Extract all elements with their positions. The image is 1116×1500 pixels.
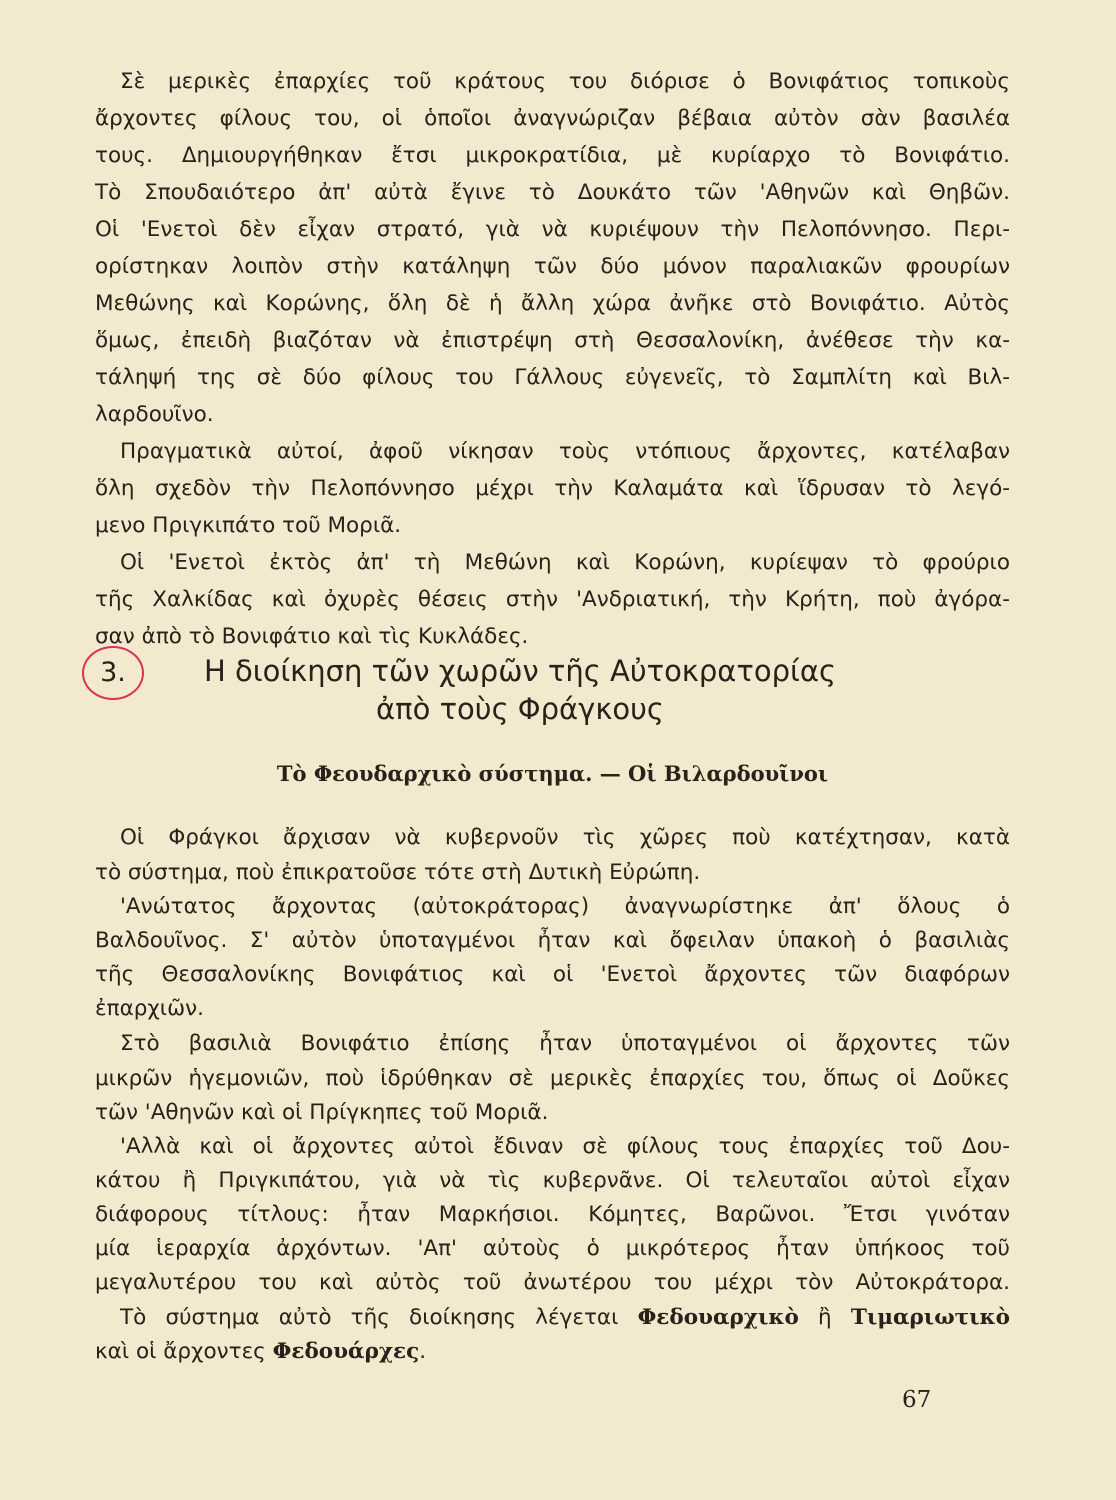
text-line: ορίστηκαν λοιπὸν στὴν κατάληψη τῶν δύο μόνον παραλιακῶν φρουρίων (95, 254, 1010, 279)
text-line: τάληψή της σὲ δύο φίλους του Γάλλους εὐγενεῖς, τὸ Σαμπλίτη καὶ Βιλ- (95, 365, 1010, 390)
text-line: τῶν 'Αθηνῶν καὶ οἱ Πρίγκηπες τοῦ Μοριᾶ. (95, 1100, 549, 1125)
section-number-circled: 3. (82, 646, 144, 700)
text-line (120, 1304, 1010, 1332)
text-line: Οἱ 'Ενετοὶ δὲν εἶχαν στρατό, γιὰ νὰ κυριέψουν τὴν Πελοπόννησο. Περι- (95, 217, 1010, 242)
text-line: 'Ανώτατος ἄρχοντας (αὐτοκράτορας) ἀναγνωρίστηκε ἀπ' ὅλους ὁ (120, 894, 1010, 919)
text-line: Οἱ Φράγκοι ἄρχισαν νὰ κυβερνοῦν τὶς χῶρες ποὺ κατέχτησαν, κατὰ (120, 825, 1010, 850)
text-line: Τὸ Σπουδαιότερο ἀπ' αὐτὰ ἔγινε τὸ Δουκάτο τῶν 'Αθηνῶν καὶ Θηβῶν. (95, 180, 1010, 205)
text-line: σαν ἀπὸ τὸ Βονιφάτιο καὶ τὶς Κυκλάδες. (95, 624, 529, 649)
text-line: μεγαλυτέρου του καὶ αὐτὸς τοῦ ἀνωτέρου του μέχρι τὸν Αὐτοκράτορα. (95, 1270, 1010, 1295)
text-line: διάφορους τίτλους: ἦταν Μαρκήσιοι. Κόμητες, Βαρῶνοι. Ἔτσι γινόταν (95, 1202, 1010, 1227)
text-line: μία ἱεραρχία ἀρχόντων. 'Απ' αὐτοὺς ὁ μικρότερος ἦταν ὑπήκοος τοῦ (95, 1236, 1010, 1261)
text-line: Οἱ 'Ενετοὶ ἐκτὸς ἀπ' τὴ Μεθώνη καὶ Κορώνη, κυρίεψαν τὸ φρούριο (120, 550, 1010, 575)
text-line: ἄρχοντες φίλους του, οἱ ὁποῖοι ἀναγνώριζαν βέβαια αὐτὸν σὰν βασιλέα (95, 106, 1010, 131)
section-title-line2: ἀπὸ τοὺς Φράγκους (376, 692, 664, 726)
text-line: ὅλη σχεδὸν τὴν Πελοπόννησο μέχρι τὴν Καλαμάτα καὶ ἵδρυσαν τὸ λεγό- (95, 476, 1010, 501)
text-line: 'Αλλὰ καὶ οἱ ἄρχοντες αὐτοὶ ἔδιναν σὲ φίλους τους ἐπαρχίες τοῦ Δου- (120, 1134, 1010, 1159)
text-line: Στὸ βασιλιὰ Βονιφάτιο ἐπίσης ἦταν ὑποταγμένοι οἱ ἄρχοντες τῶν (120, 1031, 1010, 1056)
term-timariotic: Τιμαριωτικὸ (850, 1305, 1011, 1330)
text-line: τῆς Χαλκίδας καὶ ὀχυρὲς θέσεις στὴν 'Ανδριατική, τὴν Κρήτη, ποὺ ἀγόρα- (95, 587, 1010, 612)
text-fragment: ἢ (798, 1305, 851, 1330)
section-title: Η διοίκηση τῶν χωρῶν τῆς Αὐτοκρατορίας (204, 654, 836, 688)
text-line: ὅμως, ἐπειδὴ βιαζόταν νὰ ἐπιστρέψη στὴ Θεσσαλονίκη, ἀνέθεσε τὴν κα- (95, 328, 1010, 353)
text-line: λαρδουῖνο. (95, 402, 214, 427)
text-line: Σὲ μερικὲς ἐπαρχίες τοῦ κράτους του διόρισε ὁ Βονιφάτιος τοπικοὺς (120, 69, 1010, 94)
text-fragment: . (419, 1339, 427, 1364)
text-line: ἐπαρχιῶν. (95, 996, 204, 1021)
text-fragment: καὶ οἱ ἄρχοντες (95, 1339, 273, 1364)
text-line: κάτου ἢ Πριγκιπάτου, γιὰ νὰ τὶς κυβερνᾶνε. Οἱ τελευταῖοι αὐτοὶ εἶχαν (95, 1168, 1010, 1193)
text-line: Βαλδουῖνος. Σ' αὐτὸν ὑποταγμένοι ἦταν καὶ ὄφειλαν ὑπακοὴ ὁ βασιλιὰς (95, 928, 1010, 953)
text-line: Μεθώνης καὶ Κορώνης, ὅλη δὲ ἡ ἄλλη χώρα ἀνῆκε στὸ Βονιφάτιο. Αὐτὸς (95, 291, 1010, 316)
text-fragment: Τὸ σύστημα αὐτὸ τῆς διοίκησης λέγεται (120, 1305, 638, 1330)
text-line: μικρῶν ἡγεμονιῶν, ποὺ ἱδρύθηκαν σὲ μερικὲς ἐπαρχίες του, ὅπως οἱ Δοῦκες (95, 1066, 1010, 1091)
subheading: Τὸ Φεουδαρχικὸ σύστημα. — Οἱ Βιλαρδουῖνοι (276, 761, 829, 786)
page-number: 67 (902, 1387, 932, 1413)
text-line: τῆς Θεσσαλονίκης Βονιφάτιος καὶ οἱ 'Ενετοὶ ἄρχοντες τῶν διαφόρων (95, 962, 1010, 987)
text-line (95, 1338, 1010, 1366)
text-line: μενο Πριγκιπάτο τοῦ Μοριᾶ. (95, 513, 402, 538)
term-feudal: Φεδουαρχικὸ (637, 1305, 799, 1330)
text-line: τους. Δημιουργήθηκαν ἔτσι μικροκρατίδια, μὲ κυρίαρχο τὸ Βονιφάτιο. (95, 143, 1010, 168)
term-feudal-lords: Φεδουάρχες (272, 1339, 420, 1364)
text-line: τὸ σύστημα, ποὺ ἐπικρατοῦσε τότε στὴ Δυτικὴ Εὐρώπη. (95, 860, 701, 885)
text-line: Πραγματικὰ αὐτοί, ἀφοῦ νίκησαν τοὺς ντόπιους ἄρχοντες, κατέλαβαν (120, 439, 1010, 464)
